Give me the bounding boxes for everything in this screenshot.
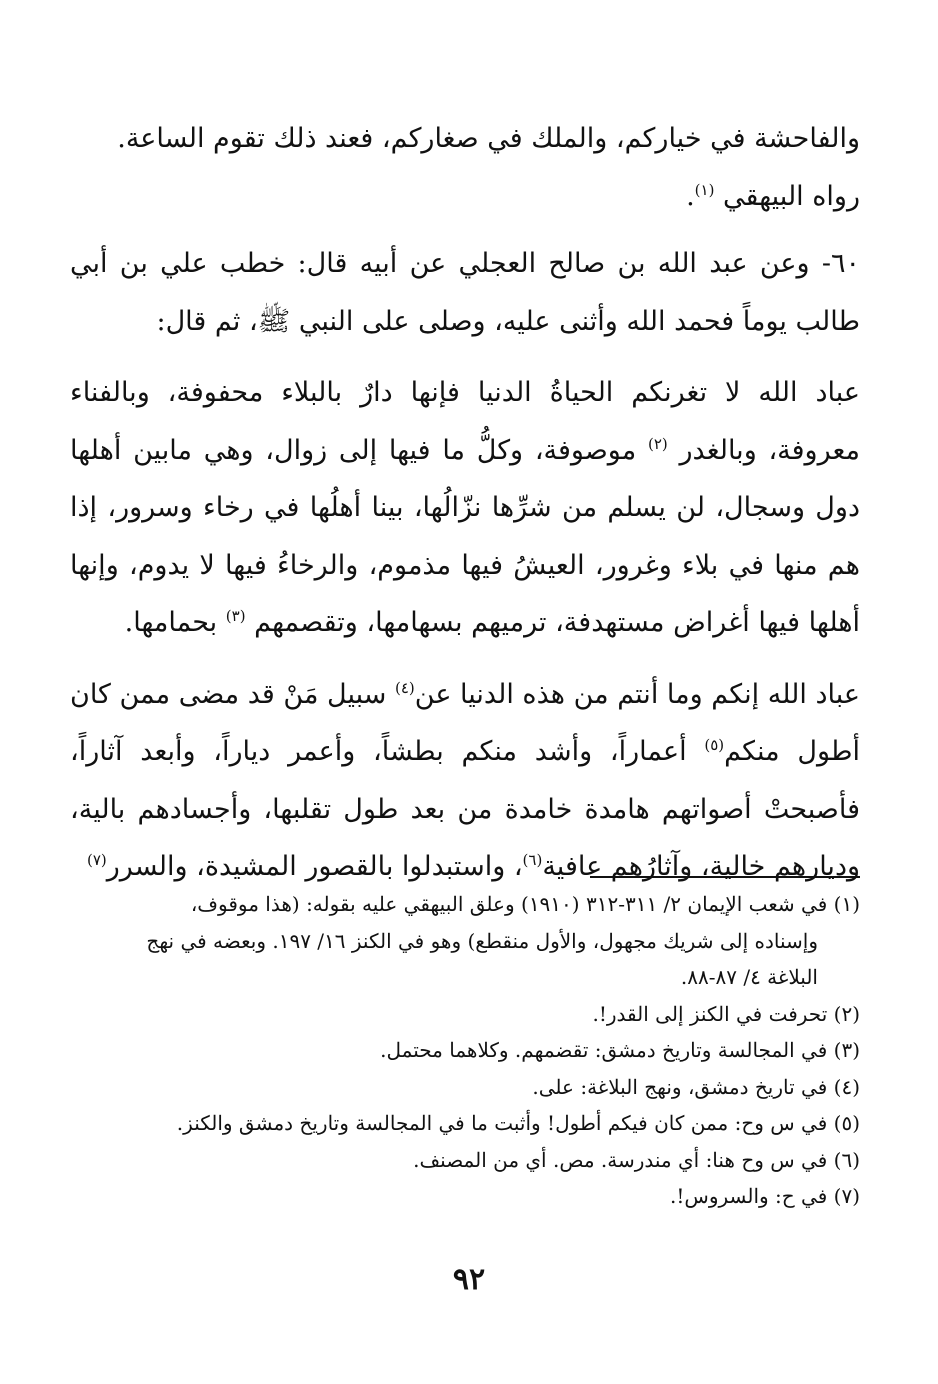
paragraph-text: عباد الله إنكم وما أنتم من هذه الدنيا عن xyxy=(414,678,860,710)
footnote-text: (٧) في ح: والسروس!. xyxy=(670,1184,860,1208)
footnote-1-continued xyxy=(70,923,860,960)
footnote-2 xyxy=(70,996,860,1033)
paragraph-text: . xyxy=(686,180,695,212)
footnote-divider xyxy=(590,876,860,878)
footnote-text: وإسناده إلى شريك مجهول، والأول منقطع) وهو في الكنز ١٦/ ١٩٧. وبعضه في نهج xyxy=(146,928,818,953)
footnote-1-continued xyxy=(70,959,860,996)
footnote-marker: (١) xyxy=(694,180,715,199)
footnote-marker: (٢) xyxy=(647,434,668,453)
paragraph-text: بحمامها. xyxy=(124,607,218,638)
paragraph-text: سبيل مَنْ قد مضى ممن كان أطول منكم xyxy=(70,678,860,767)
footnote-text: (٢) تحرفت في الكنز إلى القدر!. xyxy=(592,1001,860,1026)
paragraph-sermon-1 xyxy=(70,364,860,652)
footnote-text: البلاغة ٤/ ٨٧-٨٨. xyxy=(680,965,818,989)
paragraph-text: عباد الله لا تغرنكم الحياةُ الدنيا فإنها دارٌ بالبلاء محفوفة، وبالفناء معروفة، وبالغدر xyxy=(70,377,860,466)
paragraph-text: ٦٠- وعن عبد الله بن صالح العجلي عن أبيه قال: خطب علي بن أبي طالب يوماً فحمد الله وأثنى عليه، وصلى على النبي ﷺ، ثم قال: xyxy=(70,248,860,337)
paragraph-text: موصوفة، وكلُّ ما فيها إلى زوال، وهي مابين أهلها دول وسجال، لن يسلم من شرِّها نزّالُها، بينا أهلُها في رخاء وسرور، إذا هم منها في بلاء وغرور، العيشُ فيها مذموم، والرخاءُ فيها لا يدوم، وإنها أهلها فيها أغراض مستهدفة، ترميهم بسهامها، وتقصمهم xyxy=(70,434,860,638)
footnote-marker: (٤) xyxy=(394,678,415,697)
footnote-text: (٦) في س وح هنا: أي مندرسة. مص. أي من المصنف. xyxy=(413,1147,860,1172)
paragraph-text: والفاحشة في خياركم، والملك في صغاركم، فعند ذلك تقوم الساعة. xyxy=(117,123,860,154)
paragraph-hadith-60 xyxy=(70,235,860,350)
footnote-1 xyxy=(70,886,860,923)
footnote-4 xyxy=(70,1069,860,1106)
footnote-text: (١) في شعب الإيمان ٢/ ٣١١-٣١٢ (١٩١٠) وعلق البيهقي عليه بقوله: (هذا موقوف، xyxy=(190,892,860,916)
paragraph-sermon-2 xyxy=(70,666,860,896)
footnote-6 xyxy=(70,1142,860,1179)
footnote-text: (٥) في س وح: ممن كان فيكم أطول! وأثبت ما في المجالسة وتاريخ دمشق والكنز. xyxy=(176,1111,860,1135)
paragraph-text: أعماراً، وأشد منكم بطشاً، وأعمر دياراً، وأبعد آثاراً، فأصبحتْ أصواتهم هامدة خامدة من بعد طول تقلبها، وأجسادهم بالية، وديارهم خالية، وآثارُهم عافية xyxy=(70,736,860,882)
footnote-marker: (٦) xyxy=(522,851,543,869)
paragraph-text: رواه البيهقي xyxy=(723,180,860,212)
footnote-marker: (٧) xyxy=(86,851,107,869)
footnote-text: (٤) في تاريخ دمشق، ونهج البلاغة: على. xyxy=(532,1074,860,1099)
footnote-text: (٣) في المجالسة وتاريخ دمشق: تقضمهم. وكلاهما محتمل. xyxy=(380,1038,860,1062)
paragraph-text: ، واستبدلوا بالقصور المشيدة، والسرر xyxy=(106,851,523,882)
footnote-5 xyxy=(70,1105,860,1142)
page-number: ٩٢ xyxy=(452,1262,486,1297)
footnote-7 xyxy=(70,1178,860,1215)
footnote-3 xyxy=(70,1032,860,1069)
paragraph-hadith-end xyxy=(70,110,860,225)
footnote-marker: (٣) xyxy=(225,607,246,625)
footnote-marker: (٥) xyxy=(704,736,725,754)
footnotes-section xyxy=(70,886,860,1215)
main-text-block xyxy=(70,110,860,896)
